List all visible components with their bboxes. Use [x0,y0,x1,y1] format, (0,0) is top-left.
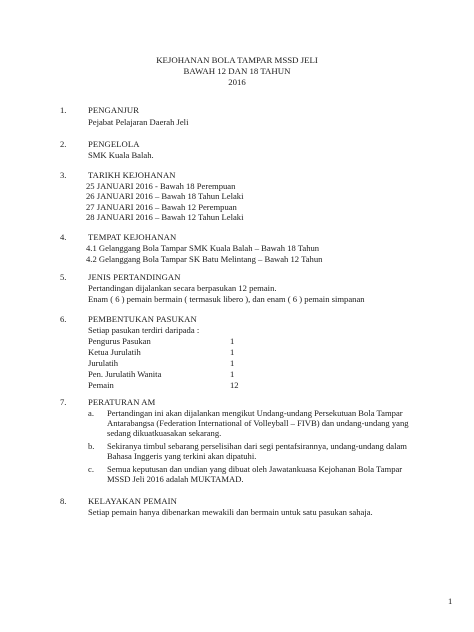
section-text: Setiap pemain hanya dibenarkan mewakili dan bermain untuk satu pasukan sahaja. [88,507,373,517]
doc-title-line-2: BAWAH 12 DAN 18 TAHUN [183,66,291,76]
team-count: 1 [230,347,235,357]
venue-line: 4.1 Gelanggang Bola Tampar SMK Kuala Balah – Bawah 18 Tahun [86,243,320,253]
team-count: 1 [230,369,235,379]
doc-title-line-3: 2016 [228,77,246,87]
section-number: 2. [60,139,67,149]
team-role: Pemain [88,380,114,390]
date-line: 28 JANUARI 2016 – Bawah 12 Tahun Lelaki [86,212,244,222]
section-intro: Setiap pasukan terdiri daripada : [88,325,200,335]
section-number: 7. [60,397,67,407]
rule-text: Semua keputusan dan undian yang dibuat oleh Jawatankuasa Kejohanan Bola Tampar MSSD Jeli 2016 adalah MUKTAMAD. [107,464,403,484]
section-heading-kelayakan: KELAYAKAN PEMAIN [88,496,177,506]
section-heading-tarikh: TARIKH KEJOHANAN [88,170,176,180]
section-number: 3. [60,170,67,180]
section-number: 6. [60,314,67,324]
team-count: 1 [230,336,235,346]
team-role: Ketua Jurulatih [88,347,141,357]
date-line: 25 JANUARI 2016 - Bawah 18 Perempuan [86,181,236,191]
section-heading-penganjur: PENGANJUR [88,105,140,115]
section-text: SMK Kuala Balah. [88,150,154,160]
section-heading-tempat: TEMPAT KEJOHANAN [88,232,177,242]
team-role: Pen. Jurulatih Wanita [88,369,162,379]
section-heading-jenis: JENIS PERTANDINGAN [88,272,181,282]
date-line: 26 JANUARI 2016 – Bawah 18 Tahun Lelaki [86,191,244,201]
doc-title-line-1: KEJOHANAN BOLA TAMPAR MSSD JELI [156,55,318,65]
rule-letter: b. [88,441,95,451]
date-line: 27 JANUARI 2016 – Bawah 12 Perempuan [86,202,237,212]
rule-text: Pertandingan ini akan dijalankan mengikut Undang-undang Persekutuan Bola Tampar Antarabangsa (Federation International of Volleyball – FIVB) dan undang-undang yang sedang dikuatkuasakan sekarang. [107,408,409,438]
section-number: 1. [60,105,67,115]
rule-letter: c. [88,464,94,474]
section-text: Enam ( 6 ) pemain bermain ( termasuk libero ), dan enam ( 6 ) pemain simpanan [88,294,365,304]
section-heading-peraturan: PERATURAN AM [88,397,156,407]
section-text: Pejabat Pelajaran Daerah Jeli [88,117,189,127]
team-count: 1 [230,358,235,368]
section-number: 4. [60,232,67,242]
section-heading-pembentukan: PEMBENTUKAN PASUKAN [88,314,197,324]
team-count: 12 [230,380,239,390]
section-text: Pertandingan dijalankan secara berpasukan 12 pemain. [88,283,277,293]
section-number: 8. [60,496,67,506]
team-role: Pengurus Pasukan [88,336,151,346]
section-heading-pengelola: PENGELOLA [88,139,140,149]
rule-letter: a. [88,408,94,418]
page-number: 1 [448,596,453,606]
section-number: 5. [60,272,67,282]
team-role: Jurulatih [88,358,119,368]
rule-text: Sekiranya timbul sebarang perselisihan dari segi pentafsirannya, undang-undang dalam Bahasa Inggeris yang terkini akan dipatuhi. [107,441,407,461]
venue-line: 4.2 Gelanggang Bola Tampar SK Batu Melintang – Bawah 12 Tahun [86,254,323,264]
